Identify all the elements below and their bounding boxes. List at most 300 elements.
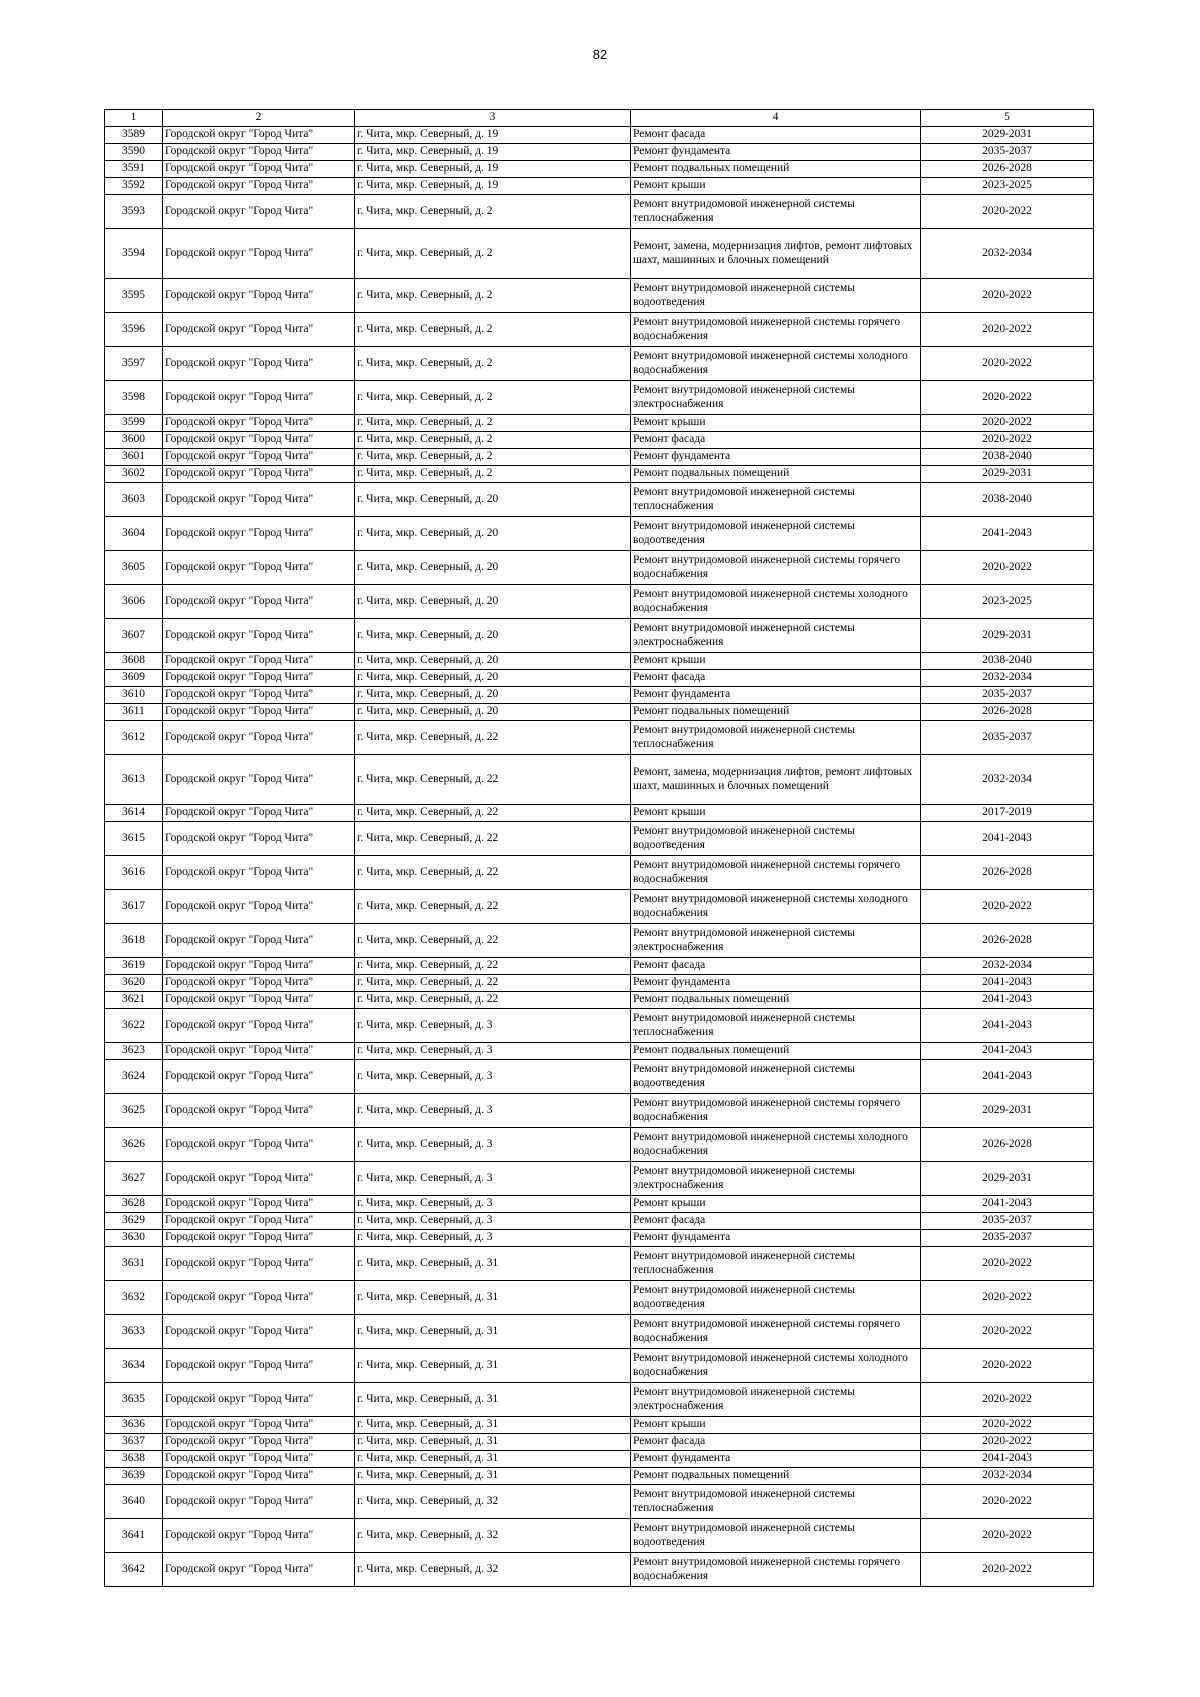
municipality-cell: Городской округ "Город Чита" — [163, 195, 355, 229]
row-number-cell: 3624 — [105, 1060, 163, 1094]
municipality-cell: Городской округ "Город Чита" — [163, 670, 355, 687]
period-cell: 2020-2022 — [921, 890, 1094, 924]
municipality-cell: Городской округ "Город Чита" — [163, 619, 355, 653]
row-number-cell: 3613 — [105, 755, 163, 805]
address-cell: г. Чита, мкр. Северный, д. 3 — [355, 1043, 631, 1060]
municipality-cell: Городской округ "Город Чита" — [163, 178, 355, 195]
work-type-cell: Ремонт крыши — [631, 653, 921, 670]
municipality-cell: Городской округ "Город Чита" — [163, 958, 355, 975]
municipality-cell: Городской округ "Город Чита" — [163, 1060, 355, 1094]
period-cell: 2035-2037 — [921, 721, 1094, 755]
municipality-cell: Городской округ "Город Чита" — [163, 755, 355, 805]
address-cell: г. Чита, мкр. Северный, д. 20 — [355, 704, 631, 721]
period-cell: 2035-2037 — [921, 687, 1094, 704]
address-cell: г. Чита, мкр. Северный, д. 3 — [355, 1230, 631, 1247]
table-row — [105, 551, 1094, 585]
table-row — [105, 432, 1094, 449]
row-number-cell: 3597 — [105, 347, 163, 381]
period-cell: 2020-2022 — [921, 415, 1094, 432]
address-cell: г. Чита, мкр. Северный, д. 19 — [355, 178, 631, 195]
period-cell: 2017-2019 — [921, 805, 1094, 822]
row-number-cell: 3626 — [105, 1128, 163, 1162]
table-row — [105, 1315, 1094, 1349]
work-type-cell: Ремонт внутридомовой инженерной системы водоотведения — [631, 279, 921, 313]
municipality-cell: Городской округ "Город Чита" — [163, 1485, 355, 1519]
table-row — [105, 856, 1094, 890]
period-cell: 2026-2028 — [921, 704, 1094, 721]
address-cell: г. Чита, мкр. Северный, д. 3 — [355, 1009, 631, 1043]
row-number-cell: 3604 — [105, 517, 163, 551]
municipality-cell: Городской округ "Город Чита" — [163, 1451, 355, 1468]
address-cell: г. Чита, мкр. Северный, д. 31 — [355, 1383, 631, 1417]
municipality-cell: Городской округ "Город Чита" — [163, 585, 355, 619]
row-number-cell: 3596 — [105, 313, 163, 347]
row-number-cell: 3640 — [105, 1485, 163, 1519]
work-type-cell: Ремонт внутридомовой инженерной системы горячего водоснабжения — [631, 313, 921, 347]
municipality-cell: Городской округ "Город Чита" — [163, 1196, 355, 1213]
municipality-cell: Городской округ "Город Чита" — [163, 1128, 355, 1162]
row-number-cell: 3635 — [105, 1383, 163, 1417]
municipality-cell: Городской округ "Город Чита" — [163, 856, 355, 890]
row-number-cell: 3622 — [105, 1009, 163, 1043]
row-number-cell: 3638 — [105, 1451, 163, 1468]
period-cell: 2041-2043 — [921, 1196, 1094, 1213]
row-number-cell: 3610 — [105, 687, 163, 704]
work-type-cell: Ремонт внутридомовой инженерной системы холодного водоснабжения — [631, 347, 921, 381]
work-type-cell: Ремонт внутридомовой инженерной системы горячего водоснабжения — [631, 1553, 921, 1587]
period-cell: 2020-2022 — [921, 1281, 1094, 1315]
row-number-cell: 3594 — [105, 229, 163, 279]
row-number-cell: 3619 — [105, 958, 163, 975]
period-cell: 2020-2022 — [921, 1485, 1094, 1519]
row-number-cell: 3625 — [105, 1094, 163, 1128]
municipality-cell: Городской округ "Город Чита" — [163, 653, 355, 670]
work-type-cell: Ремонт фасада — [631, 1213, 921, 1230]
table-row — [105, 161, 1094, 178]
municipality-cell: Городской округ "Город Чита" — [163, 1519, 355, 1553]
work-type-cell: Ремонт внутридомовой инженерной системы горячего водоснабжения — [631, 1315, 921, 1349]
work-type-cell: Ремонт фундамента — [631, 1451, 921, 1468]
period-cell: 2032-2034 — [921, 1468, 1094, 1485]
table-row — [105, 1349, 1094, 1383]
row-number-cell: 3627 — [105, 1162, 163, 1196]
row-number-cell: 3637 — [105, 1434, 163, 1451]
table-row — [105, 1162, 1094, 1196]
work-type-cell: Ремонт внутридомовой инженерной системы водоотведения — [631, 1281, 921, 1315]
period-cell: 2041-2043 — [921, 975, 1094, 992]
address-cell: г. Чита, мкр. Северный, д. 22 — [355, 992, 631, 1009]
period-cell: 2035-2037 — [921, 144, 1094, 161]
period-cell: 2041-2043 — [921, 822, 1094, 856]
municipality-cell: Городской округ "Город Чита" — [163, 551, 355, 585]
address-cell: г. Чита, мкр. Северный, д. 2 — [355, 229, 631, 279]
table-row — [105, 1060, 1094, 1094]
table-row — [105, 279, 1094, 313]
period-cell: 2023-2025 — [921, 178, 1094, 195]
table-row — [105, 1094, 1094, 1128]
column-header: 5 — [921, 110, 1094, 127]
work-type-cell: Ремонт внутридомовой инженерной системы теплоснабжения — [631, 1247, 921, 1281]
work-type-cell: Ремонт подвальных помещений — [631, 466, 921, 483]
table-row — [105, 687, 1094, 704]
work-type-cell: Ремонт крыши — [631, 805, 921, 822]
row-number-cell: 3630 — [105, 1230, 163, 1247]
period-cell: 2026-2028 — [921, 924, 1094, 958]
table-row — [105, 1434, 1094, 1451]
period-cell: 2020-2022 — [921, 1553, 1094, 1587]
row-number-cell: 3633 — [105, 1315, 163, 1349]
work-type-cell: Ремонт внутридомовой инженерной системы водоотведения — [631, 517, 921, 551]
table-row — [105, 1281, 1094, 1315]
table-row — [105, 449, 1094, 466]
row-number-cell: 3617 — [105, 890, 163, 924]
table-row — [105, 195, 1094, 229]
municipality-cell: Городской округ "Город Чита" — [163, 1468, 355, 1485]
municipality-cell: Городской округ "Город Чита" — [163, 1213, 355, 1230]
table-row — [105, 1213, 1094, 1230]
municipality-cell: Городской округ "Город Чита" — [163, 721, 355, 755]
table-row — [105, 1451, 1094, 1468]
work-type-cell: Ремонт крыши — [631, 178, 921, 195]
period-cell: 2032-2034 — [921, 958, 1094, 975]
municipality-cell: Городской округ "Город Чита" — [163, 466, 355, 483]
row-number-cell: 3608 — [105, 653, 163, 670]
municipality-cell: Городской округ "Город Чита" — [163, 1043, 355, 1060]
period-cell: 2041-2043 — [921, 1043, 1094, 1060]
work-type-cell: Ремонт подвальных помещений — [631, 161, 921, 178]
address-cell: г. Чита, мкр. Северный, д. 22 — [355, 822, 631, 856]
work-type-cell: Ремонт подвальных помещений — [631, 992, 921, 1009]
table-row — [105, 517, 1094, 551]
period-cell: 2041-2043 — [921, 517, 1094, 551]
row-number-cell: 3632 — [105, 1281, 163, 1315]
row-number-cell: 3621 — [105, 992, 163, 1009]
row-number-cell: 3607 — [105, 619, 163, 653]
period-cell: 2023-2025 — [921, 585, 1094, 619]
work-type-cell: Ремонт фундамента — [631, 144, 921, 161]
address-cell: г. Чита, мкр. Северный, д. 19 — [355, 161, 631, 178]
municipality-cell: Городской округ "Город Чита" — [163, 432, 355, 449]
work-type-cell: Ремонт фундамента — [631, 1230, 921, 1247]
address-cell: г. Чита, мкр. Северный, д. 31 — [355, 1315, 631, 1349]
period-cell: 2026-2028 — [921, 1128, 1094, 1162]
period-cell: 2020-2022 — [921, 1383, 1094, 1417]
row-number-cell: 3609 — [105, 670, 163, 687]
work-type-cell: Ремонт внутридомовой инженерной системы водоотведения — [631, 822, 921, 856]
period-cell: 2041-2043 — [921, 1060, 1094, 1094]
table-row — [105, 670, 1094, 687]
table-row — [105, 178, 1094, 195]
table-row — [105, 1553, 1094, 1587]
period-cell: 2020-2022 — [921, 381, 1094, 415]
municipality-cell: Городской округ "Город Чита" — [163, 1094, 355, 1128]
table-row — [105, 704, 1094, 721]
work-type-cell: Ремонт подвальных помещений — [631, 1468, 921, 1485]
period-cell: 2020-2022 — [921, 1519, 1094, 1553]
work-type-cell: Ремонт внутридомовой инженерной системы горячего водоснабжения — [631, 1094, 921, 1128]
work-type-cell: Ремонт внутридомовой инженерной системы холодного водоснабжения — [631, 890, 921, 924]
period-cell: 2020-2022 — [921, 195, 1094, 229]
work-type-cell: Ремонт внутридомовой инженерной системы теплоснабжения — [631, 1009, 921, 1043]
address-cell: г. Чита, мкр. Северный, д. 31 — [355, 1247, 631, 1281]
row-number-cell: 3611 — [105, 704, 163, 721]
table-row — [105, 1230, 1094, 1247]
row-number-cell: 3601 — [105, 449, 163, 466]
work-type-cell: Ремонт фасада — [631, 432, 921, 449]
row-number-cell: 3636 — [105, 1417, 163, 1434]
period-cell: 2020-2022 — [921, 1315, 1094, 1349]
municipality-cell: Городской округ "Город Чита" — [163, 1417, 355, 1434]
row-number-cell: 3620 — [105, 975, 163, 992]
table-row — [105, 822, 1094, 856]
column-header: 3 — [355, 110, 631, 127]
address-cell: г. Чита, мкр. Северный, д. 22 — [355, 721, 631, 755]
municipality-cell: Городской округ "Город Чита" — [163, 415, 355, 432]
address-cell: г. Чита, мкр. Северный, д. 3 — [355, 1060, 631, 1094]
period-cell: 2020-2022 — [921, 279, 1094, 313]
table-row — [105, 1196, 1094, 1213]
table-row — [105, 755, 1094, 805]
column-header: 2 — [163, 110, 355, 127]
work-type-cell: Ремонт подвальных помещений — [631, 1043, 921, 1060]
work-type-cell: Ремонт, замена, модернизация лифтов, ремонт лифтовых шахт, машинных и блочных помещений — [631, 755, 921, 805]
address-cell: г. Чита, мкр. Северный, д. 32 — [355, 1519, 631, 1553]
address-cell: г. Чита, мкр. Северный, д. 31 — [355, 1417, 631, 1434]
municipality-cell: Городской округ "Город Чита" — [163, 1009, 355, 1043]
municipality-cell: Городской округ "Город Чита" — [163, 483, 355, 517]
row-number-cell: 3634 — [105, 1349, 163, 1383]
period-cell: 2020-2022 — [921, 1434, 1094, 1451]
address-cell: г. Чита, мкр. Северный, д. 22 — [355, 975, 631, 992]
address-cell: г. Чита, мкр. Северный, д. 2 — [355, 449, 631, 466]
work-type-cell: Ремонт фасада — [631, 670, 921, 687]
repair-schedule-table — [104, 109, 1094, 1587]
municipality-cell: Городской округ "Город Чита" — [163, 890, 355, 924]
work-type-cell: Ремонт внутридомовой инженерной системы холодного водоснабжения — [631, 1349, 921, 1383]
table-row — [105, 653, 1094, 670]
table-row — [105, 229, 1094, 279]
row-number-cell: 3615 — [105, 822, 163, 856]
municipality-cell: Городской округ "Город Чита" — [163, 1315, 355, 1349]
work-type-cell: Ремонт внутридомовой инженерной системы теплоснабжения — [631, 721, 921, 755]
row-number-cell: 3639 — [105, 1468, 163, 1485]
table-row — [105, 890, 1094, 924]
address-cell: г. Чита, мкр. Северный, д. 3 — [355, 1196, 631, 1213]
address-cell: г. Чита, мкр. Северный, д. 20 — [355, 670, 631, 687]
address-cell: г. Чита, мкр. Северный, д. 20 — [355, 483, 631, 517]
address-cell: г. Чита, мкр. Северный, д. 22 — [355, 755, 631, 805]
municipality-cell: Городской округ "Город Чита" — [163, 1349, 355, 1383]
address-cell: г. Чита, мкр. Северный, д. 22 — [355, 890, 631, 924]
row-number-cell: 3612 — [105, 721, 163, 755]
work-type-cell: Ремонт фасада — [631, 1434, 921, 1451]
municipality-cell: Городской округ "Город Чита" — [163, 1247, 355, 1281]
period-cell: 2029-2031 — [921, 619, 1094, 653]
table-row — [105, 127, 1094, 144]
row-number-cell: 3602 — [105, 466, 163, 483]
address-cell: г. Чита, мкр. Северный, д. 20 — [355, 517, 631, 551]
table-row — [105, 1043, 1094, 1060]
row-number-cell: 3593 — [105, 195, 163, 229]
address-cell: г. Чита, мкр. Северный, д. 19 — [355, 127, 631, 144]
period-cell: 2032-2034 — [921, 229, 1094, 279]
table-row — [105, 313, 1094, 347]
work-type-cell: Ремонт внутридомовой инженерной системы холодного водоснабжения — [631, 585, 921, 619]
table-header-row — [105, 110, 1094, 127]
address-cell: г. Чита, мкр. Северный, д. 2 — [355, 466, 631, 483]
address-cell: г. Чита, мкр. Северный, д. 19 — [355, 144, 631, 161]
municipality-cell: Городской округ "Город Чита" — [163, 924, 355, 958]
municipality-cell: Городской округ "Город Чита" — [163, 992, 355, 1009]
municipality-cell: Городской округ "Город Чита" — [163, 1553, 355, 1587]
work-type-cell: Ремонт внутридомовой инженерной системы теплоснабжения — [631, 483, 921, 517]
period-cell: 2029-2031 — [921, 466, 1094, 483]
period-cell: 2026-2028 — [921, 161, 1094, 178]
municipality-cell: Городской округ "Город Чита" — [163, 161, 355, 178]
address-cell: г. Чита, мкр. Северный, д. 22 — [355, 856, 631, 890]
row-number-cell: 3598 — [105, 381, 163, 415]
table-row — [105, 483, 1094, 517]
row-number-cell: 3628 — [105, 1196, 163, 1213]
municipality-cell: Городской округ "Город Чита" — [163, 279, 355, 313]
period-cell: 2029-2031 — [921, 1094, 1094, 1128]
municipality-cell: Городской округ "Город Чита" — [163, 805, 355, 822]
work-type-cell: Ремонт подвальных помещений — [631, 704, 921, 721]
table-body — [105, 127, 1094, 1587]
address-cell: г. Чита, мкр. Северный, д. 22 — [355, 958, 631, 975]
period-cell: 2038-2040 — [921, 483, 1094, 517]
address-cell: г. Чита, мкр. Северный, д. 20 — [355, 619, 631, 653]
address-cell: г. Чита, мкр. Северный, д. 3 — [355, 1162, 631, 1196]
row-number-cell: 3614 — [105, 805, 163, 822]
page-number: 82 — [592, 47, 608, 62]
table-row — [105, 992, 1094, 1009]
table-row — [105, 144, 1094, 161]
row-number-cell: 3603 — [105, 483, 163, 517]
period-cell: 2029-2031 — [921, 127, 1094, 144]
address-cell: г. Чита, мкр. Северный, д. 2 — [355, 347, 631, 381]
work-type-cell: Ремонт фундамента — [631, 687, 921, 704]
address-cell: г. Чита, мкр. Северный, д. 32 — [355, 1485, 631, 1519]
address-cell: г. Чита, мкр. Северный, д. 20 — [355, 687, 631, 704]
table-row — [105, 1468, 1094, 1485]
work-type-cell: Ремонт фундамента — [631, 449, 921, 466]
address-cell: г. Чита, мкр. Северный, д. 31 — [355, 1349, 631, 1383]
table-row — [105, 415, 1094, 432]
table-row — [105, 721, 1094, 755]
address-cell: г. Чита, мкр. Северный, д. 3 — [355, 1213, 631, 1230]
work-type-cell: Ремонт внутридомовой инженерной системы электроснабжения — [631, 381, 921, 415]
table-row — [105, 1417, 1094, 1434]
municipality-cell: Городской округ "Город Чита" — [163, 975, 355, 992]
municipality-cell: Городской округ "Город Чита" — [163, 144, 355, 161]
address-cell: г. Чита, мкр. Северный, д. 22 — [355, 805, 631, 822]
municipality-cell: Городской округ "Город Чита" — [163, 704, 355, 721]
row-number-cell: 3599 — [105, 415, 163, 432]
row-number-cell: 3589 — [105, 127, 163, 144]
municipality-cell: Городской округ "Город Чита" — [163, 1281, 355, 1315]
work-type-cell: Ремонт внутридомовой инженерной системы холодного водоснабжения — [631, 1128, 921, 1162]
row-number-cell: 3606 — [105, 585, 163, 619]
municipality-cell: Городской округ "Город Чита" — [163, 229, 355, 279]
period-cell: 2038-2040 — [921, 449, 1094, 466]
address-cell: г. Чита, мкр. Северный, д. 31 — [355, 1434, 631, 1451]
municipality-cell: Городской округ "Город Чита" — [163, 822, 355, 856]
table-row — [105, 619, 1094, 653]
row-number-cell: 3590 — [105, 144, 163, 161]
work-type-cell: Ремонт внутридомовой инженерной системы электроснабжения — [631, 924, 921, 958]
address-cell: г. Чита, мкр. Северный, д. 2 — [355, 415, 631, 432]
work-type-cell: Ремонт фундамента — [631, 975, 921, 992]
period-cell: 2020-2022 — [921, 551, 1094, 585]
work-type-cell: Ремонт крыши — [631, 1417, 921, 1434]
address-cell: г. Чита, мкр. Северный, д. 22 — [355, 924, 631, 958]
table-row — [105, 805, 1094, 822]
municipality-cell: Городской округ "Город Чита" — [163, 687, 355, 704]
table-row — [105, 466, 1094, 483]
table-row — [105, 585, 1094, 619]
municipality-cell: Городской округ "Город Чита" — [163, 1383, 355, 1417]
address-cell: г. Чита, мкр. Северный, д. 3 — [355, 1128, 631, 1162]
address-cell: г. Чита, мкр. Северный, д. 31 — [355, 1281, 631, 1315]
period-cell: 2041-2043 — [921, 1009, 1094, 1043]
period-cell: 2035-2037 — [921, 1230, 1094, 1247]
table-row — [105, 381, 1094, 415]
row-number-cell: 3592 — [105, 178, 163, 195]
work-type-cell: Ремонт фасада — [631, 958, 921, 975]
period-cell: 2035-2037 — [921, 1213, 1094, 1230]
address-cell: г. Чита, мкр. Северный, д. 20 — [355, 653, 631, 670]
period-cell: 2020-2022 — [921, 313, 1094, 347]
work-type-cell: Ремонт крыши — [631, 1196, 921, 1213]
column-header: 1 — [105, 110, 163, 127]
work-type-cell: Ремонт внутридомовой инженерной системы электроснабжения — [631, 1162, 921, 1196]
address-cell: г. Чита, мкр. Северный, д. 2 — [355, 279, 631, 313]
address-cell: г. Чита, мкр. Северный, д. 2 — [355, 195, 631, 229]
municipality-cell: Городской округ "Город Чита" — [163, 381, 355, 415]
row-number-cell: 3618 — [105, 924, 163, 958]
period-cell: 2026-2028 — [921, 856, 1094, 890]
address-cell: г. Чита, мкр. Северный, д. 2 — [355, 313, 631, 347]
address-cell: г. Чита, мкр. Северный, д. 20 — [355, 585, 631, 619]
address-cell: г. Чита, мкр. Северный, д. 3 — [355, 1094, 631, 1128]
period-cell: 2020-2022 — [921, 1247, 1094, 1281]
period-cell: 2020-2022 — [921, 1417, 1094, 1434]
table-row — [105, 1247, 1094, 1281]
row-number-cell: 3642 — [105, 1553, 163, 1587]
row-number-cell: 3629 — [105, 1213, 163, 1230]
period-cell: 2032-2034 — [921, 670, 1094, 687]
row-number-cell: 3595 — [105, 279, 163, 313]
municipality-cell: Городской округ "Город Чита" — [163, 1434, 355, 1451]
row-number-cell: 3631 — [105, 1247, 163, 1281]
work-type-cell: Ремонт внутридомовой инженерной системы электроснабжения — [631, 1383, 921, 1417]
period-cell: 2041-2043 — [921, 992, 1094, 1009]
table-row — [105, 1485, 1094, 1519]
row-number-cell: 3623 — [105, 1043, 163, 1060]
address-cell: г. Чита, мкр. Северный, д. 2 — [355, 432, 631, 449]
row-number-cell: 3641 — [105, 1519, 163, 1553]
period-cell: 2020-2022 — [921, 432, 1094, 449]
period-cell: 2041-2043 — [921, 1451, 1094, 1468]
table-row — [105, 924, 1094, 958]
address-cell: г. Чита, мкр. Северный, д. 31 — [355, 1451, 631, 1468]
period-cell: 2032-2034 — [921, 755, 1094, 805]
table-row — [105, 1009, 1094, 1043]
row-number-cell: 3591 — [105, 161, 163, 178]
row-number-cell: 3600 — [105, 432, 163, 449]
work-type-cell: Ремонт внутридомовой инженерной системы горячего водоснабжения — [631, 856, 921, 890]
